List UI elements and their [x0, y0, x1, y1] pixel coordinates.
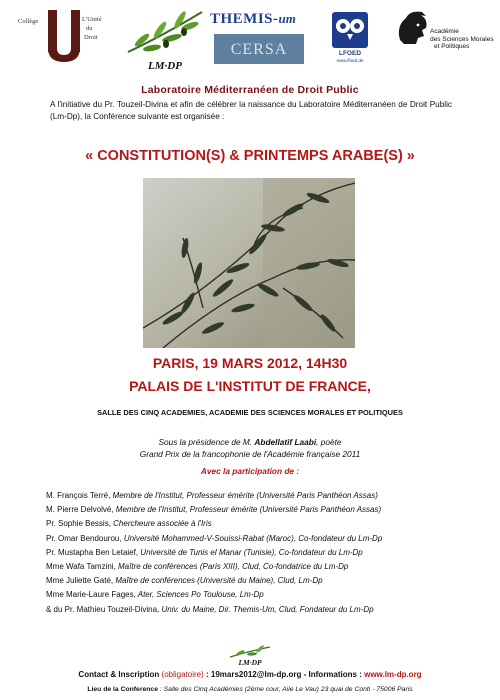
academie-logo-line3: et Politiques [434, 43, 470, 50]
college-logo-left-text: Collège [18, 18, 39, 25]
footer-lmdp-logo [226, 645, 274, 669]
venue-label: Lieu de la Conference [87, 686, 158, 693]
president-name: Abdellatif Laabi [254, 437, 317, 447]
presidency-prefix: Sous la présidence de M. [158, 437, 255, 447]
participant-name: Mme Marie-Laure Fages, [46, 590, 136, 600]
participant-role: Université Mohammed-V-Souissi-Rabat (Maroc), Co-fondateur du Lm-Dp [121, 533, 383, 543]
contact-line [0, 670, 500, 679]
participation-heading: Avec la participation de : [200, 466, 300, 476]
list-item [46, 588, 466, 602]
participant-role: Univ. du Maine, Dir. Themis-Um, Clud, Fondateur du Lm-Dp [159, 604, 374, 614]
cersa-logo-text: CERSA [230, 41, 288, 58]
themis-um-logo [210, 10, 310, 28]
event-date: PARIS, 19 MARS 2012, 14H30 [152, 355, 348, 371]
conference-title: « CONSTITUTION(S) & PRINTEMPS ARABE(S) » [85, 148, 415, 164]
participant-role: Ater, Sciences Po Toulouse, Lm-Dp [135, 590, 264, 600]
participant-role: Membre de l'Institut, Professeur émérite (Université Paris Panthéon Assas) [110, 491, 378, 500]
academie-logo-line2: des Sciences Morales [430, 35, 494, 43]
list-item [46, 574, 466, 588]
presidency-block [0, 436, 500, 460]
academie-logo-line1: Académie [430, 28, 459, 35]
presidency-suffix: , poète [316, 437, 342, 447]
contact-label: Contact & Inscription [78, 670, 160, 679]
participant-name: Pr. Omar Bendourou, [46, 533, 122, 543]
participant-role: Membre de l'Institut, Professeur émérite (Université Paris Panthéon Assas) [113, 505, 382, 515]
themis-logo-suffix: um [278, 11, 296, 26]
olive-branches-photo [143, 178, 355, 348]
participants-list [46, 489, 466, 617]
lfoed-logo-text: LFOED [338, 50, 362, 57]
laboratory-title: Laboratoire Méditerranéen de Droit Public [141, 84, 359, 96]
college-unite-droit-logo [18, 8, 108, 66]
academie-sciences-morales-logo [390, 10, 494, 78]
themis-logo-text: THEMIS- [210, 11, 279, 27]
list-item [46, 532, 466, 546]
olive-branches-image [143, 178, 355, 348]
college-logo-line1: L'Unité [82, 16, 102, 23]
presidency-line2: Grand Prix de la francophonie de l'Académie française 2011 [139, 449, 361, 459]
participant-role: Université de Tunis el Manar (Tunisie), Co-fondateur du Lm-Dp [138, 547, 363, 557]
presidency-line [0, 436, 500, 448]
contact-info-label: - Informations : [301, 670, 365, 679]
owl-icon [330, 10, 370, 50]
participant-role: Maître de conférences (Université du Maine), Clud, Lm-Dp [113, 576, 323, 586]
list-item [46, 503, 466, 517]
list-item [46, 546, 466, 560]
minerva-head-icon [392, 10, 432, 46]
footer-logo-text: LM·DP [238, 658, 262, 667]
participant-role: Maître de conférences (Paris XIII), Clud, Co-fondatrice du Lm-Dp [115, 562, 349, 572]
list-item [46, 489, 466, 503]
college-logo-line2: du [86, 25, 93, 32]
contact-email[interactable]: : 19mars2012@lm-dp.org [203, 670, 302, 679]
college-logo-line3: Droit [84, 34, 98, 41]
website-link[interactable]: www.lm-dp.org [364, 670, 422, 679]
contact-obligatoire: (obligatoire) [161, 670, 204, 679]
olive-branch-small-icon [226, 645, 274, 659]
participant-name: M. Pierre Delvolvé, [46, 505, 114, 515]
list-item [46, 517, 466, 531]
cersa-logo [214, 34, 304, 64]
list-item [46, 603, 466, 617]
intro-paragraph: A l'initiative du Pr. Touzeil-Divina et afin de célébrer la naissance du Laboratoire Méditerranéen de Droit Public (Lm-Dp), la Conférence suivante est organisée : [50, 100, 452, 121]
venue-text: : Salle des Cinq Académies (2ème cour, Aile Le Vau) 23 quai de Conti - 75006 Paris [157, 686, 413, 693]
participant-name: M. François Terré, [46, 491, 111, 500]
event-room: SALLE DES CINQ ACADEMIES, ACADEMIE DES SCIENCES MORALES ET POLITIQUES [97, 408, 403, 417]
participant-name: Mme Juliette Gaté, [46, 576, 114, 586]
event-venue: PALAIS DE L'INSTITUT DE FRANCE, [129, 378, 371, 394]
lfoed-logo [330, 10, 370, 68]
venue-line [0, 686, 500, 693]
participant-role: Chercheure associée à l'Iris [110, 519, 212, 529]
college-logo-letter [44, 8, 84, 64]
lmdp-logo [122, 6, 208, 76]
list-item [46, 560, 466, 574]
participant-name: Mme Wafa Tamzini, [46, 562, 116, 572]
lfoed-logo-url: www.lfoed.de [336, 58, 364, 63]
lmdp-logo-text: LM·DP [148, 60, 182, 72]
participant-name: Pr. Mustapha Ben Letaief, [46, 547, 139, 557]
participant-name: Pr. Sophie Bessis, [46, 519, 111, 529]
participant-name: & du Pr. Mathieu Touzeil-Divina, [46, 604, 160, 614]
olive-branch-icon [122, 6, 208, 58]
